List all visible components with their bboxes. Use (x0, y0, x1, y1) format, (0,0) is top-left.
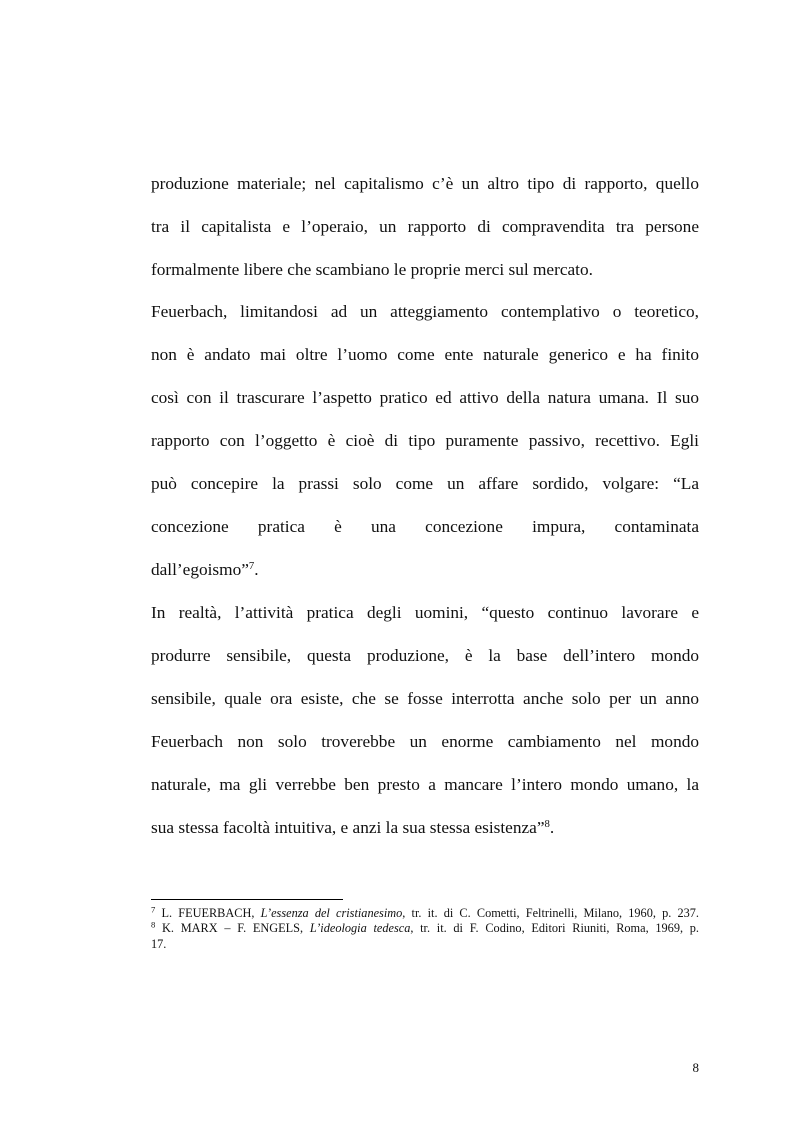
body-line-text: non è andato mai oltre l’uomo come ente naturale generico e ha finito (151, 345, 699, 364)
body-line-text: sensibile, quale ora esiste, che se fosse interrotta anche solo per un anno (151, 689, 699, 708)
body-line-text: rapporto con l’oggetto è cioè di tipo puramente passivo, recettivo. Egli (151, 431, 699, 450)
body-line (151, 646, 699, 666)
footnote-8-number: 8 (151, 919, 156, 930)
footnote-7-title: L’essenza del cristianesimo (260, 906, 403, 920)
body-line-text: In realtà, l’attività pratica degli uomini, “questo continuo lavorare e (151, 603, 699, 622)
body-line (151, 474, 699, 494)
footnote-8-details: , tr. it. di F. Codino, Editori Riuniti, Roma, 1969, p. (410, 921, 700, 935)
page-number: 8 (692, 1060, 699, 1075)
footnote-reference: 7 (248, 560, 255, 573)
body-line-text: tra il capitalista e l’operaio, un rapporto di compravendita tra persone (151, 217, 699, 236)
footnote-7-author: L. FEUERBACH, (161, 906, 261, 920)
body-line-text: Feuerbach, limitandosi ad un atteggiamento contemplativo o teoretico, (151, 302, 699, 321)
footnote-8 (151, 921, 699, 936)
footnote-8-author: K. MARX – F. ENGELS, (162, 921, 310, 935)
body-line (151, 689, 699, 709)
body-line (151, 732, 699, 752)
body-line (151, 388, 699, 408)
body-line-text: sua stessa facoltà intuitiva, e anzi la sua stessa esistenza” (151, 818, 545, 837)
body-line-text: Feuerbach non solo troverebbe un enorme cambiamento nel mondo (151, 732, 699, 751)
body-line-text: produrre sensibile, questa produzione, è la base dell’intero mondo (151, 646, 699, 665)
body-line (151, 217, 699, 237)
footnote-8-continuation: 17. (151, 937, 167, 951)
footnote-7-number: 7 (151, 904, 156, 915)
body-line (151, 603, 699, 623)
footnote-reference: 8 (544, 818, 550, 831)
body-line-text: dall’egoismo” (151, 560, 249, 579)
body-line (151, 174, 699, 194)
body-line-text: così con il trascurare l’aspetto pratico ed attivo della natura umana. Il suo (151, 388, 699, 407)
body-line (151, 818, 699, 838)
body-line (151, 302, 699, 322)
body-line-punctuation: . (549, 818, 555, 837)
footnote-separator (151, 899, 343, 900)
body-line (151, 260, 699, 280)
body-line (151, 775, 699, 795)
footnote-7-details: , tr. it. di C. Cometti, Feltrinelli, Milano, 1960, p. 237. (402, 906, 700, 920)
body-line-text: naturale, ma gli verrebbe ben presto a mancare l’intero mondo umano, la (151, 775, 699, 794)
body-line-text: può concepire la prassi solo come un affare sordido, volgare: “La (151, 474, 699, 493)
body-line-punctuation: . (254, 560, 259, 579)
body-line (151, 431, 699, 451)
body-line-text: formalmente libere che scambiano le proprie merci sul mercato. (151, 260, 593, 279)
footnote-8-title: L’ideologia tedesca (309, 921, 411, 935)
body-line (151, 560, 699, 580)
body-line-text: produzione materiale; nel capitalismo c’è un altro tipo di rapporto, quello (151, 174, 699, 193)
body-line-text: concezione pratica è una concezione impura, contaminata (151, 517, 699, 536)
body-line (151, 517, 699, 537)
footnote-7 (151, 906, 699, 921)
body-line (151, 345, 699, 365)
